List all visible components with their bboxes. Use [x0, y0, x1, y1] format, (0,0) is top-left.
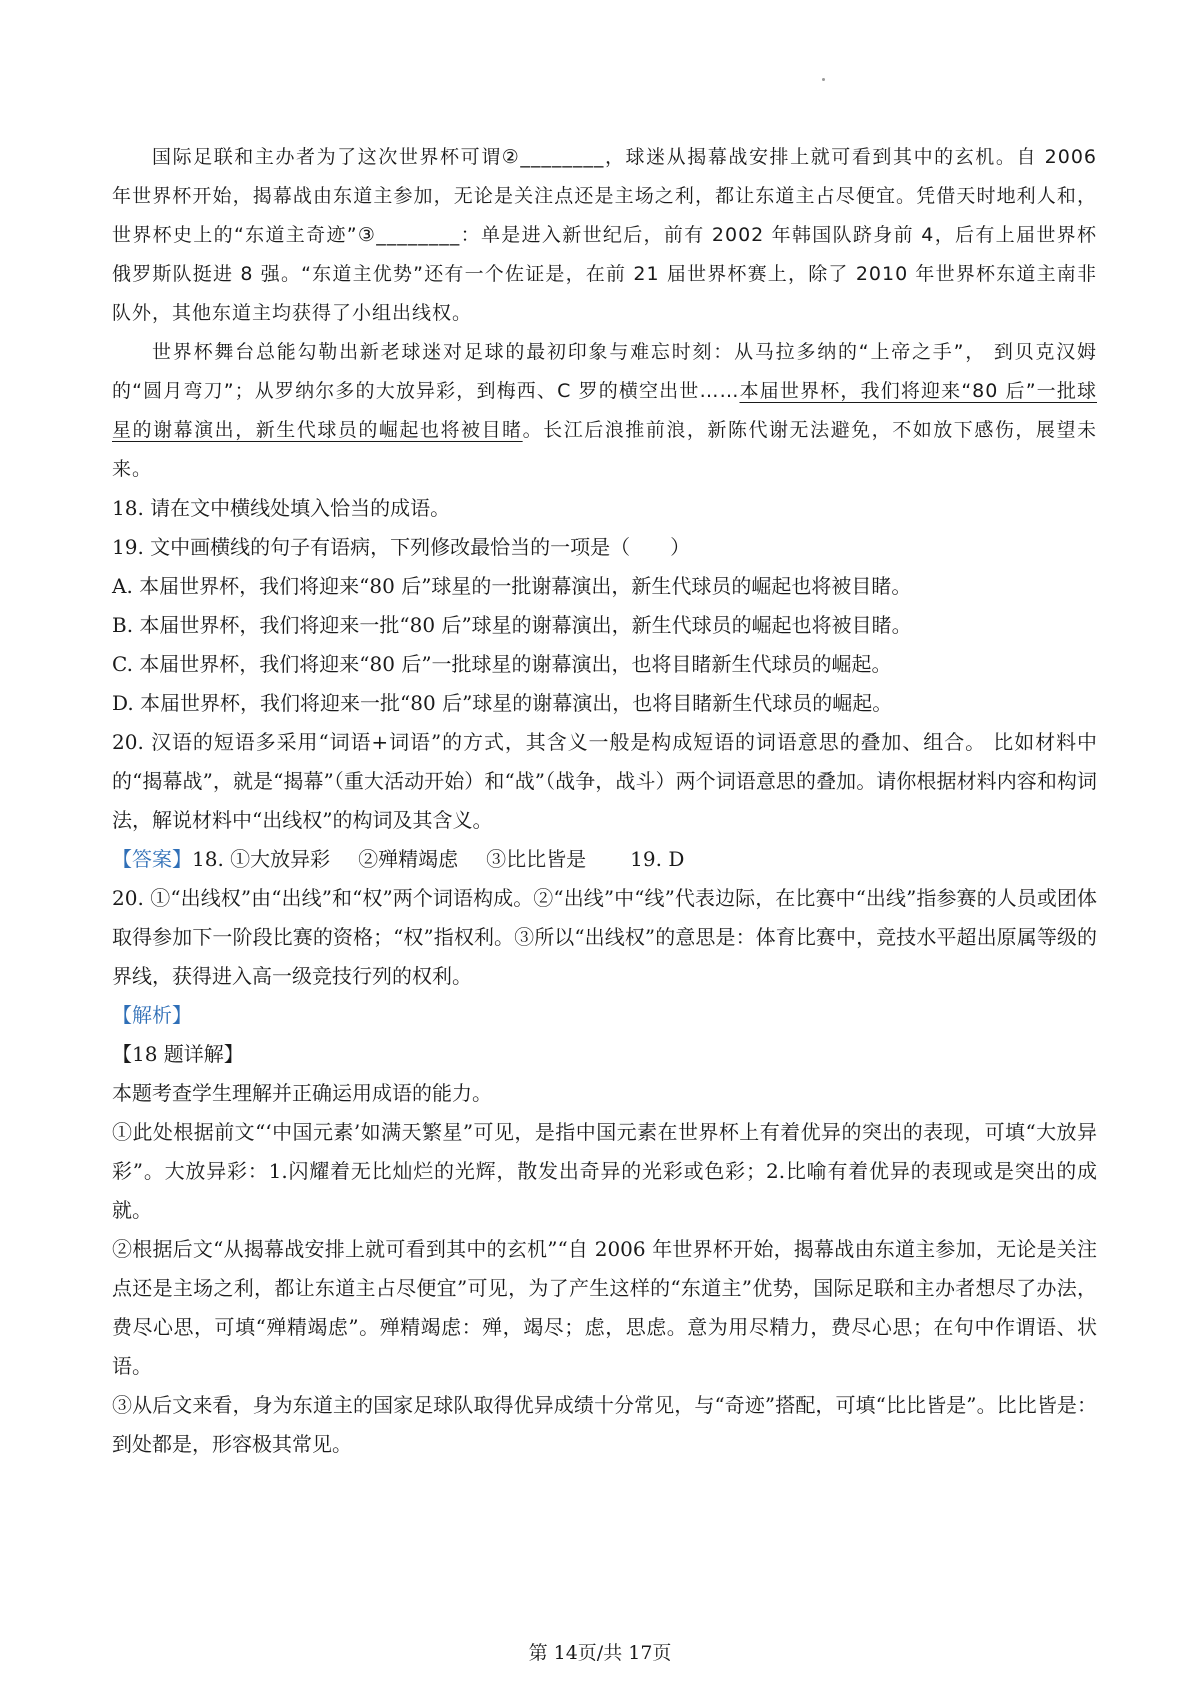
analysis-explanation-3: ③从后文来看，身为东道主的国家足球队取得优异成绩十分常见，与“奇迹”搭配，可填“比比皆是”。比比皆是：到处都是，形容极其常见。: [112, 1393, 1097, 1456]
answer-tag: 【答案】: [112, 847, 192, 871]
analysis-tag: 【解析】: [112, 1003, 192, 1027]
option-d: D. 本届世界杯，我们将迎来一批“80 后”球星的谢幕演出，也将目睹新生代球员的崛起。: [112, 691, 893, 715]
answer-18-3: ③比比皆是: [486, 847, 587, 871]
passage-paragraph-1: 国际足联和主办者为了这次世界杯可谓②________，球迷从揭幕战安排上就可看到其中的玄机。自 2006 年世界杯开始，揭幕战由东道主参加，无论是关注点还是主场之利，都让东道主占尽便宜。凭借天时地利人和，世界杯史上的“东道主奇迹”③________：单是进入新世纪后，前有 2002 年韩国队跻身前 4，后有上届世界杯俄罗斯队挺进 8 强。“东道主优势”还有一个佐证是，在前 21 届世界杯赛上，除了 2010 年世界杯东道主南非队外，其他东道主均获得了小组出线权。: [112, 146, 1097, 324]
answer-18-2: ②殚精竭虑: [358, 847, 459, 871]
underlined-sentence: 本届世界杯，我们将迎来“80 后”一批球星的谢幕演出，新生代球员的崛起也将被目睹: [112, 380, 1097, 441]
option-a: A. 本届世界杯，我们将迎来“80 后”球星的一批谢幕演出，新生代球员的崛起也将被目睹。: [112, 574, 912, 598]
question-19: 19. 文中画横线的句子有语病，下列修改最恰当的一项是（ ）: [112, 535, 691, 559]
question-18: 18. 请在文中横线处填入恰当的成语。: [112, 496, 451, 520]
answer-19: 19. D: [630, 847, 685, 871]
answer-18-1: ①大放异彩: [230, 847, 331, 871]
analysis-intro: 本题考查学生理解并正确运用成语的能力。: [112, 1081, 492, 1105]
analysis-explanation-1: ①此处根据前文“‘中国元素’如满天繁星”可见，是指中国元素在世界杯上有着优异的突出的表现，可填“大放异彩”。大放异彩：1.闪耀着无比灿烂的光辉，散发出奇异的光彩或色彩；2.比喻有着优异的表现或是突出的成就。: [112, 1120, 1097, 1222]
answer-18-number: 18.: [192, 847, 231, 871]
passage-paragraph-2: [112, 333, 1097, 489]
page-content: [112, 138, 1097, 1464]
analysis-18-title: 【18 题详解】: [112, 1042, 244, 1066]
option-b: B. 本届世界杯，我们将迎来一批“80 后”球星的谢幕演出，新生代球员的崛起也将被目睹。: [112, 613, 912, 637]
passage-p2-end: 。长江后浪推前浪，新陈代谢无法避免，不如放下感伤，展望未来。: [112, 419, 1097, 480]
page-footer: 第 14页/共 17页: [528, 1642, 672, 1664]
question-20: 20. 汉语的短语多采用“词语+词语”的方式，其含义一般是构成短语的词语意思的叠加、组合。 比如材料中的“揭幕战”，就是“揭幕”（重大活动开始）和“战”（战争，战斗）两个词语意思的叠加。请你根据材料内容和构词法，解说材料中“出线权”的构词及其含义。: [112, 730, 1097, 832]
analysis-explanation-2: ②根据后文“从揭幕战安排上就可看到其中的玄机”“自 2006 年世界杯开始，揭幕战由东道主参加，无论是关注点还是主场之利，都让东道主占尽便宜”可见，为了产生这样的“东道主”优势，国际足联和主办者想尽了办法，费尽心思，可填“殚精竭虑”。殚精竭虑：殚，竭尽；虑，思虑。意为用尽精力，费尽心思；在句中作谓语、状语。: [112, 1237, 1097, 1378]
decorative-dot: [822, 78, 825, 81]
answer-20: 20. ①“出线权”由“出线”和“权”两个词语构成。②“出线”中“线”代表边际，在比赛中“出线”指参赛的人员或团体取得参加下一阶段比赛的资格；“权”指权利。③所以“出线权”的意思是：体育比赛中，竞技水平超出原属等级的界线，获得进入高一级竞技行列的权利。: [112, 886, 1097, 988]
passage-p2-start: 世界杯舞台总能勾勒出新老球迷对足球的最初印象与难忘时刻：从马拉多纳的“上帝之手”， 到贝克汉姆的“圆月弯刀”；从罗纳尔多的大放异彩，到梅西、C 罗的横空出世……: [112, 341, 1097, 402]
answer-line: [112, 840, 1097, 879]
option-c: C. 本届世界杯，我们将迎来“80 后”一批球星的谢幕演出，也将目睹新生代球员的崛起。: [112, 652, 892, 676]
